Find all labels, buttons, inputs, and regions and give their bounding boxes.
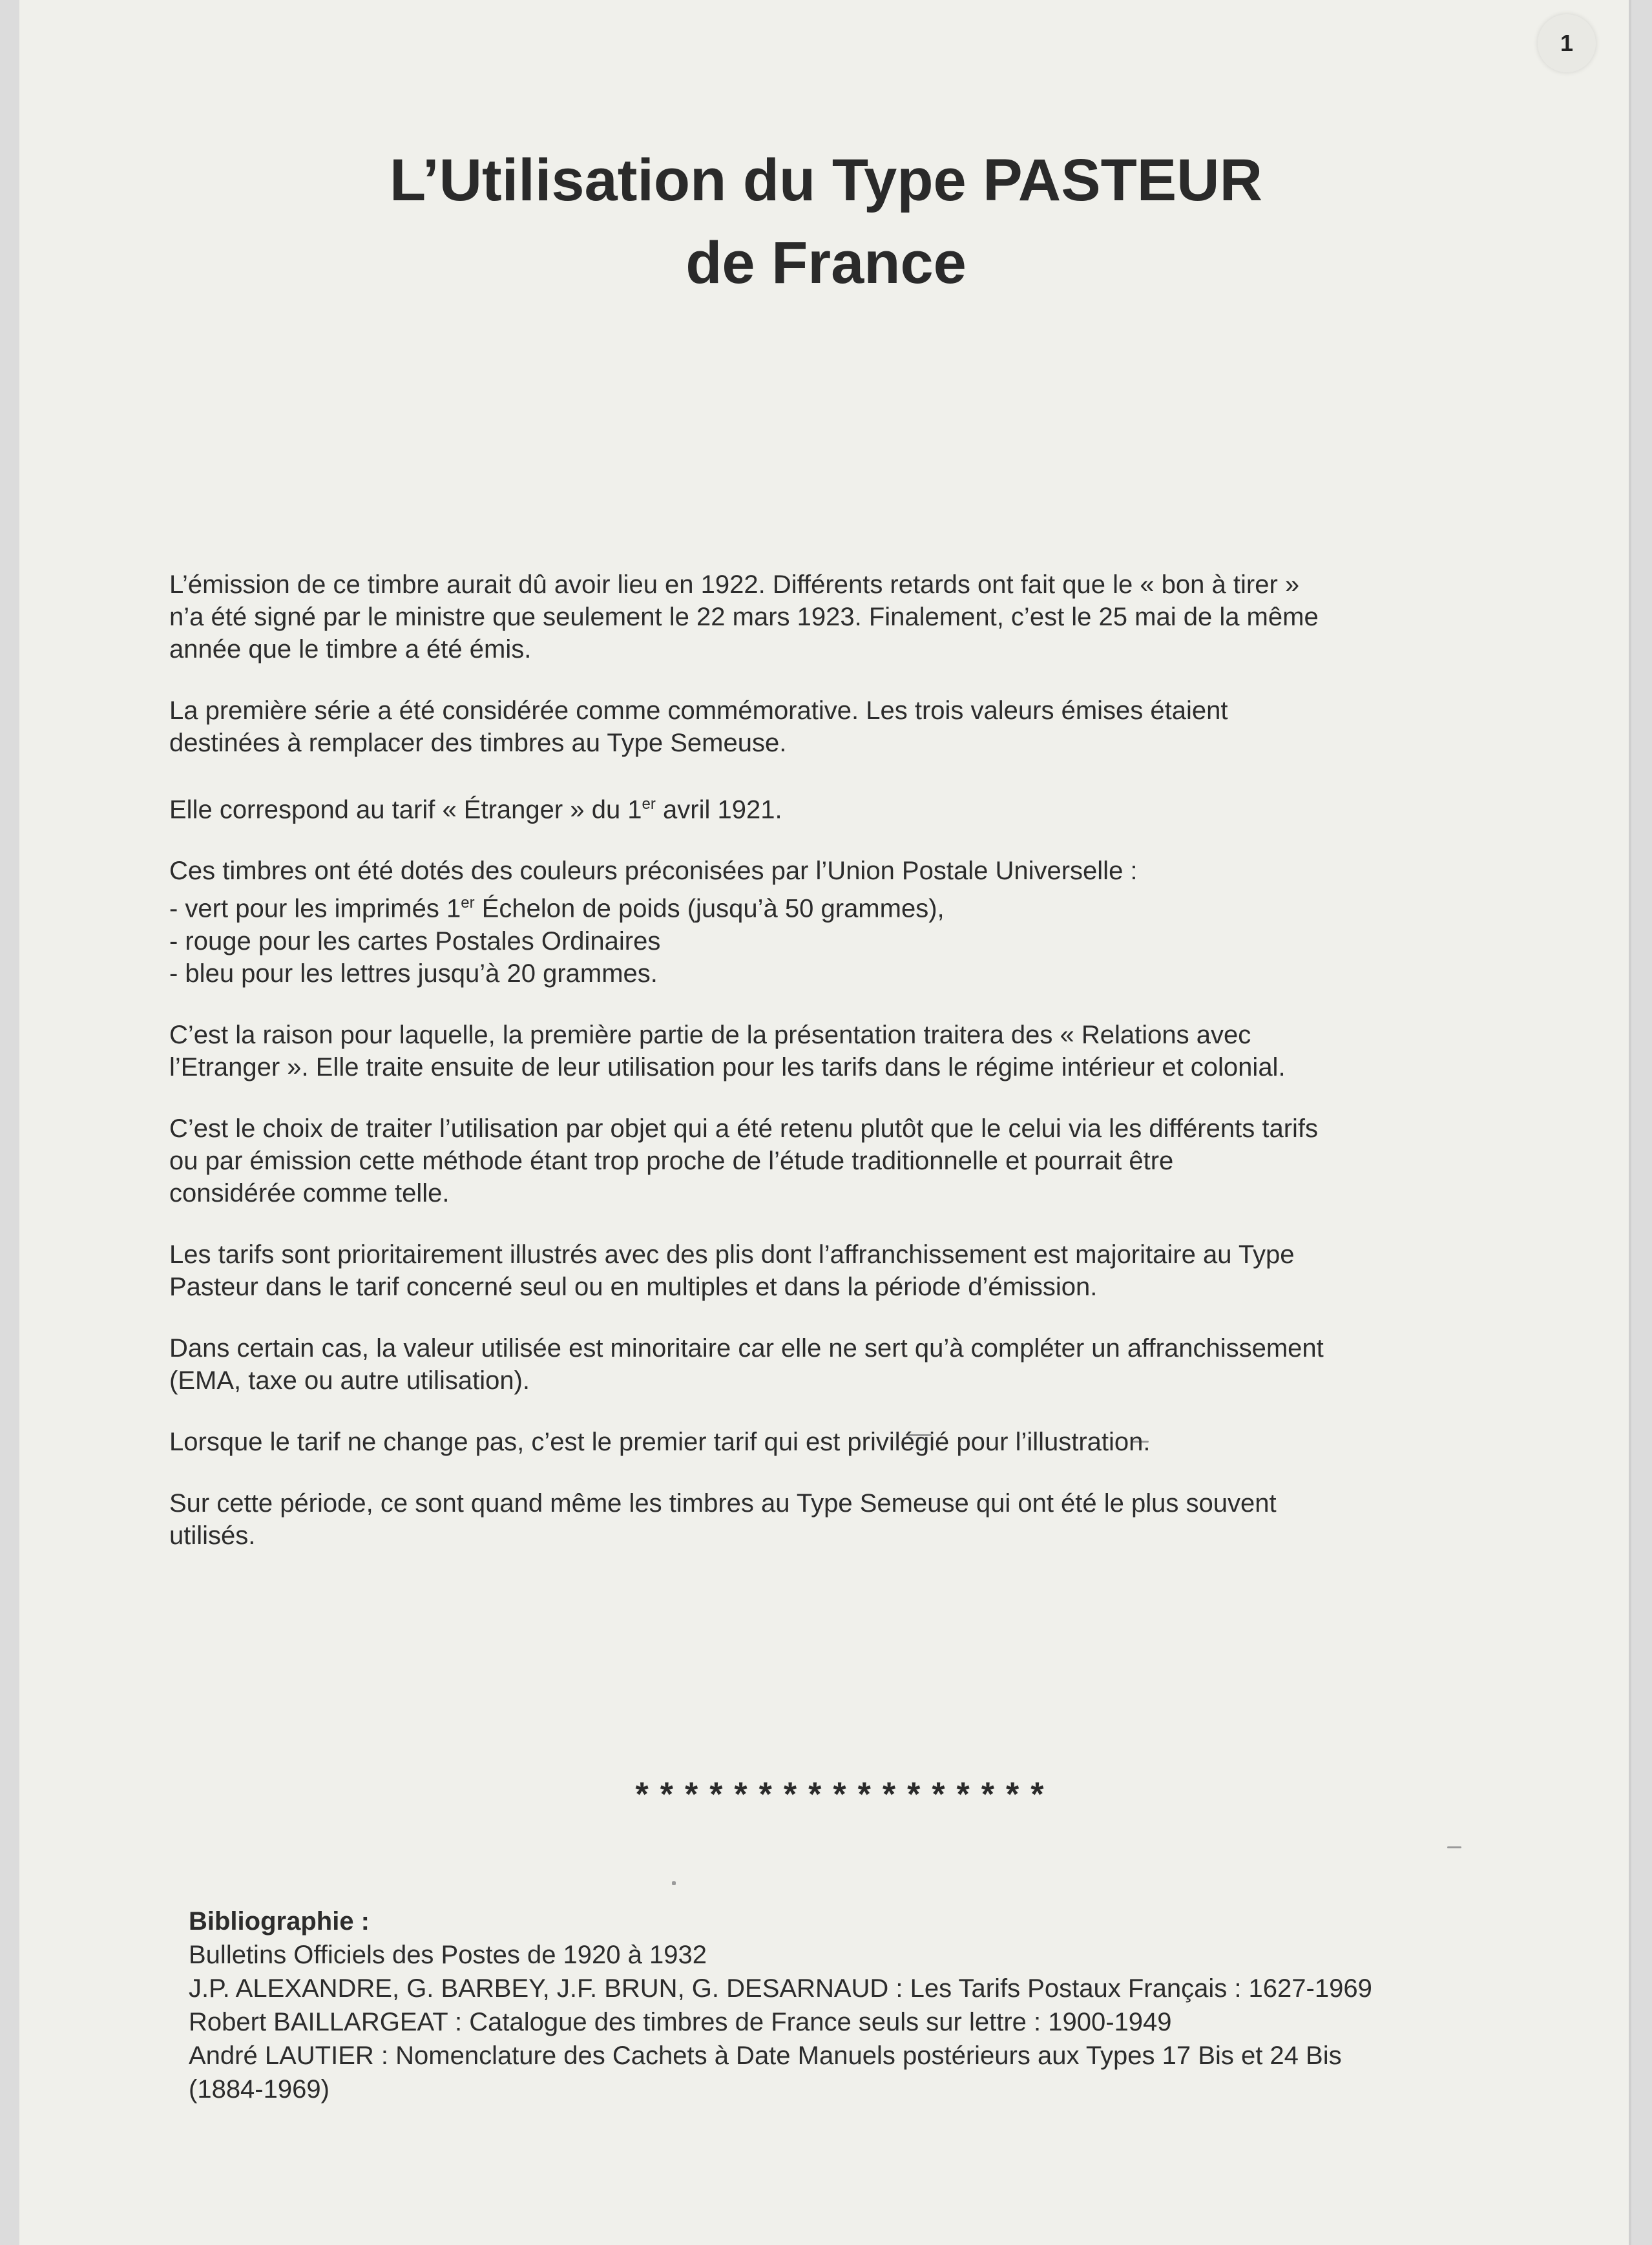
paragraph-line: considérée comme telle. [169,1178,450,1207]
page-number: 1 [1538,14,1596,72]
paragraph-1 [169,569,1520,665]
list-item: - rouge pour les cartes Postales Ordinaires [169,926,661,955]
section-separator: ***************** [635,1776,1056,1813]
list-item [169,887,1520,924]
paragraph-line: ou par émission cette méthode étant trop proche de l’étude traditionnelle et pourrait être [169,1146,1174,1175]
paragraph-line: La première série a été considérée comme commémorative. Les trois valeurs émises étaient [169,696,1228,725]
document-page [19,0,1631,2245]
bibliography-entry: André LAUTIER : Nomenclature des Cachets à Date Manuels postérieurs aux Types 17 Bis et 24 Bis [189,2041,1342,2070]
list-item: - bleu pour les lettres jusqu’à 20 grammes. [169,959,658,988]
bibliography-entry: J.P. ALEXANDRE, G. BARBEY, J.F. BRUN, G. DESARNAUD : Les Tarifs Postaux Français : 1627-1969 [189,1974,1372,2003]
paragraph-line: (EMA, taxe ou autre utilisation). [169,1366,530,1395]
text-run: Échelon de poids (jusqu’à 50 grammes), [474,894,945,923]
paragraph-line: Pasteur dans le tarif concerné seul ou en multiples et dans la période d’émission. [169,1272,1098,1301]
paragraph-line: utilisés. [169,1521,256,1550]
paragraph-3 [169,788,1520,826]
paragraph-7 [169,1238,1520,1303]
paragraph-line: Lorsque le tarif ne change pas, c’est le premier tarif qui est privilégié pour l’illustration. [169,1427,1151,1456]
paragraph-line: L’émission de ce timbre aurait dû avoir lieu en 1922. Différents retards ont fait que le « bon à tirer » [169,570,1300,599]
superscript: er [461,894,475,912]
paragraph-5 [169,1019,1520,1083]
scan-speck [672,1881,676,1885]
paragraph-line: C’est le choix de traiter l’utilisation par objet qui a été retenu plutôt que le celui via les différents tarifs [169,1114,1319,1143]
bibliography-title: Bibliographie : [189,1907,370,1936]
text-run: - vert pour les imprimés 1 [169,894,461,923]
paragraph-line: l’Etranger ». Elle traite ensuite de leur utilisation pour les tarifs dans le régime intérieur et colonial. [169,1052,1286,1081]
paragraph-2 [169,694,1520,759]
page-title-line-2: de France [685,230,967,296]
bibliography-entry: Robert BAILLARGEAT : Catalogue des timbres de France seuls sur lettre : 1900-1949 [189,2008,1172,2036]
paragraph-line: n’a été signé par le ministre que seulement le 22 mars 1923. Finalement, c’est le 25 mai de la même [169,603,1319,631]
paragraph-4 [169,855,1520,989]
paragraph-line: Ces timbres ont été dotés des couleurs préconisées par l’Union Postale Universelle : [169,857,1138,886]
paragraph-line: Sur cette période, ce sont quand même les timbres au Type Semeuse qui ont été le plus souvent [169,1488,1277,1518]
superscript: er [642,795,656,813]
paragraph-line: C’est la raison pour laquelle, la première partie de la présentation traitera des « Relations avec [169,1020,1251,1049]
paragraph-line: destinées à remplacer des timbres au Type Semeuse. [169,729,787,757]
page-title [19,139,1633,304]
page-title-line-1: L’Utilisation du Type PASTEUR [389,147,1263,213]
paragraph-line: Dans certain cas, la valeur utilisée est minoritaire car elle ne sert qu’à compléter un affranchissement [169,1333,1324,1363]
bibliography [189,1905,1520,2106]
paragraph-line: Les tarifs sont prioritairement illustrés avec des plis dont l’affranchissement est majoritaire au Type [169,1240,1295,1269]
bibliography-entry: (1884-1969) [189,2075,329,2104]
bibliography-entry: Bulletins Officiels des Postes de 1920 à 1932 [189,1941,707,1969]
paragraph-line [169,788,1520,826]
text-run: Elle correspond au tarif « Étranger » du 1 [169,795,642,824]
paragraph-line: année que le timbre a été émis. [169,635,532,663]
body-text [169,569,1520,1581]
paragraph-10 [169,1487,1520,1552]
scan-speck [1447,1846,1461,1848]
text-run: avril 1921. [655,795,782,824]
paragraph-8 [169,1332,1520,1397]
paragraph-6 [169,1112,1520,1209]
paragraph-9 [169,1426,1520,1458]
